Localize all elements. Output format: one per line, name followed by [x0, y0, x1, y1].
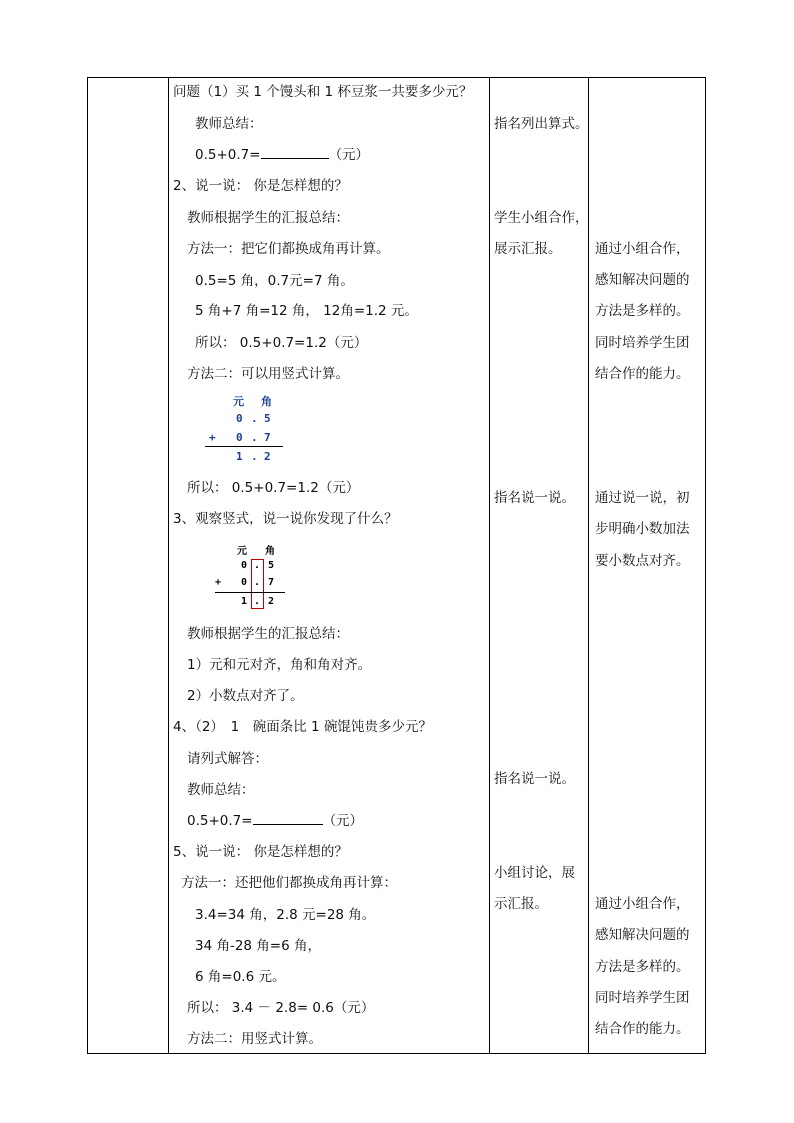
yuan-header: 元 [237, 546, 247, 557]
intent-note: 结合作的能力。 [595, 366, 690, 382]
digit: 7 [268, 577, 275, 588]
calc-line: 5 角+7 角=12 角， 12角=1.2 元。 [195, 303, 418, 319]
intent-note: 同时培养学生团 [595, 335, 690, 351]
method-2: 方法二：用竖式计算。 [187, 1031, 322, 1047]
decimal-point: . [254, 560, 261, 571]
question-1: 问题（1）买 1 个馒头和 1 杯豆浆一共要多少元？ [173, 84, 473, 100]
jiao-header: 角 [261, 395, 272, 408]
intent-note: 同时培养学生团 [595, 990, 690, 1006]
intent-note: 感知解决问题的 [595, 927, 690, 943]
calc-line: 所以： 0.5+0.7=1.2（元） [187, 480, 360, 496]
decimal-point: . [251, 412, 258, 425]
item-2: 2、说一说： 你是怎样想的？ [173, 178, 348, 194]
digit: 2 [268, 596, 275, 607]
calc-line: 所以： 3.4 － 2.8= 0.6（元） [187, 1000, 375, 1016]
decimal-point: . [254, 596, 261, 607]
equation-2: 0.5+0.7= （元） [187, 813, 364, 829]
calc-line: 所以： 0.5+0.7=1.2（元） [195, 335, 368, 351]
activity-note: 学生小组合作， [494, 210, 589, 226]
decimal-point: . [251, 450, 258, 463]
digit: 5 [268, 560, 275, 571]
equation-1: 0.5+0.7= （元） [195, 147, 370, 163]
item-4: 4、（2） 1 碗面条比 1 碗馄饨贵多少元？ [173, 719, 432, 735]
activity-note: 指名列出算式。 [494, 116, 589, 132]
teacher-summary: 教师总结： [195, 116, 263, 132]
method-1: 方法一：把它们都换成角再计算。 [187, 241, 390, 257]
intent-note: 要小数点对齐。 [595, 553, 690, 569]
intent-note: 通过说一说，初 [595, 490, 690, 506]
activity-note: 展示汇报。 [494, 241, 562, 257]
intent-note: 结合作的能力。 [595, 1021, 690, 1037]
calc-line: 6 角=0.6 元。 [195, 969, 286, 985]
sum-line [205, 446, 283, 447]
point-1: 1）元和元对齐，角和角对齐。 [187, 657, 372, 673]
intent-note: 方法是多样的。 [595, 303, 690, 319]
activity-note: 小组讨论，展 [494, 865, 575, 881]
jiao-header: 角 [265, 546, 275, 557]
intent-note: 步明确小数加法 [595, 521, 690, 537]
intent-note: 方法是多样的。 [595, 959, 690, 975]
intent-note: 感知解决问题的 [595, 272, 690, 288]
intent-note: 通过小组合作， [595, 241, 690, 257]
decimal-point: . [251, 431, 258, 444]
digit: 0 [236, 431, 243, 444]
method-1: 方法一：还把他们都换成角再计算： [181, 875, 397, 891]
digit: 0 [241, 577, 248, 588]
plus-sign: + [209, 431, 216, 444]
digit: 1 [241, 596, 248, 607]
answer-blank[interactable] [261, 146, 329, 159]
item-3: 3、观察竖式，说一说你发现了什么？ [173, 511, 398, 527]
activity-note: 指名说一说。 [494, 771, 575, 787]
please-solve: 请列式解答： [187, 751, 268, 767]
calc-line: 3.4=34 角，2.8 元=28 角。 [195, 907, 376, 923]
sum-line [215, 592, 285, 593]
activity-note: 指名说一说。 [494, 490, 575, 506]
report-summary: 教师根据学生的汇报总结： [187, 210, 349, 226]
teacher-summary: 教师总结： [187, 782, 255, 798]
decimal-point: . [254, 577, 261, 588]
yuan-header: 元 [233, 395, 244, 408]
answer-blank[interactable] [253, 812, 323, 825]
digit: 2 [264, 450, 271, 463]
calc-line: 0.5=5 角，0.7元=7 角。 [195, 273, 354, 289]
column-divider [168, 78, 169, 1053]
digit: 1 [236, 450, 243, 463]
calc-line: 34 角-28 角=6 角， [195, 938, 322, 954]
activity-note: 示汇报。 [494, 896, 548, 912]
report-summary: 教师根据学生的汇报总结： [187, 626, 349, 642]
method-2: 方法二：可以用竖式计算。 [187, 366, 349, 382]
plus-sign: + [215, 577, 222, 588]
digit: 0 [236, 412, 243, 425]
point-2: 2）小数点对齐了。 [187, 688, 304, 704]
digit: 7 [264, 431, 271, 444]
intent-note: 通过小组合作， [595, 896, 690, 912]
column-divider [489, 78, 490, 1053]
digit: 5 [264, 412, 271, 425]
digit: 0 [241, 560, 248, 571]
item-5: 5、说一说： 你是怎样想的？ [173, 844, 348, 860]
